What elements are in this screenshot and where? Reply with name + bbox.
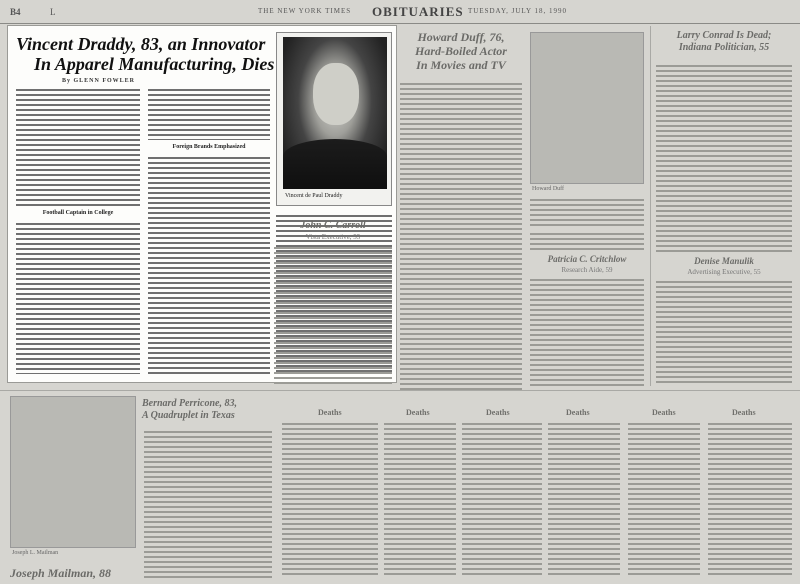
portrait-image (283, 37, 387, 189)
mailman-photo-caption: Joseph L. Mailman (12, 550, 59, 556)
column-rule (650, 26, 651, 386)
issue-date: TUESDAY, JULY 18, 1990 (468, 7, 568, 15)
death-notices-heading: Deaths (652, 408, 676, 417)
manulik-headline: Denise Manulik (694, 256, 754, 266)
article-text-col-1 (16, 86, 140, 206)
article-text-col-1b (16, 220, 140, 374)
headline-line-2: In Apparel Manufacturing, Dies (34, 54, 275, 74)
duff-photo-caption: Howard Duff (532, 186, 565, 192)
perricone-text (144, 428, 272, 578)
subhead-foreign-brands: Foreign Brands Emphasized (172, 144, 246, 150)
headline-line-1: Vincent Draddy, 83, an Innovator (16, 34, 266, 54)
manulik-subhead: Advertising Executive, 55 (687, 268, 761, 276)
death-notices-heading: Deaths (486, 408, 510, 417)
portrait-suit (283, 139, 387, 189)
article-text-col-2 (148, 86, 270, 140)
carroll-text (274, 244, 392, 384)
death-notices-heading: Deaths (566, 408, 590, 417)
death-notices-col (548, 420, 620, 578)
feature-headline (16, 34, 276, 74)
carroll-headline: John C. Carroll (300, 220, 366, 231)
death-notices-col (462, 420, 542, 578)
conrad-text (656, 62, 792, 252)
perricone-headline: Bernard Perricone, 83, A Quadruplet in Texas (142, 398, 237, 421)
critchlow-subhead: Research Aide, 59 (561, 266, 613, 274)
duff-photo (530, 32, 644, 184)
mailman-headline: Joseph Mailman, 88 (10, 566, 112, 580)
death-notices-col (628, 420, 700, 578)
photo-caption: Vincent de Paul Draddy (285, 193, 343, 199)
masthead (0, 0, 800, 24)
section-title: OBITUARIES (372, 4, 464, 19)
carroll-subhead: Vista Executive, 55 (305, 233, 361, 241)
death-notices-col (282, 420, 378, 578)
critchlow-text (530, 276, 644, 386)
death-notices-col (708, 420, 792, 578)
paper-name: THE NEW YORK TIMES (258, 7, 352, 15)
critchlow-headline: Patricia C. Critchlow (547, 254, 627, 264)
duff-headline: Howard Duff, 76, Hard-Boiled Actor In Movies and TV (415, 30, 507, 72)
death-notices-heading: Deaths (318, 408, 342, 417)
subhead-football: Football Captain in College (42, 210, 114, 216)
article-text-col-2b (148, 154, 270, 374)
feature-photo (276, 32, 392, 206)
death-notices-heading: Deaths (406, 408, 430, 417)
misc-text (530, 230, 644, 250)
death-notices-heading: Deaths (732, 408, 756, 417)
conrad-headline: Larry Conrad Is Dead; Indiana Politician, 55 (676, 30, 772, 53)
section-rule (0, 390, 800, 391)
duff-text (400, 80, 522, 390)
manulik-text (656, 278, 792, 386)
portrait-face (313, 63, 359, 125)
mailman-photo (10, 396, 136, 548)
folio-mark: L (50, 7, 56, 17)
page-number: B4 (10, 7, 21, 17)
byline: By GLENN FOWLER (62, 78, 136, 84)
death-notices-col (384, 420, 456, 578)
duff-text-2 (530, 196, 644, 226)
